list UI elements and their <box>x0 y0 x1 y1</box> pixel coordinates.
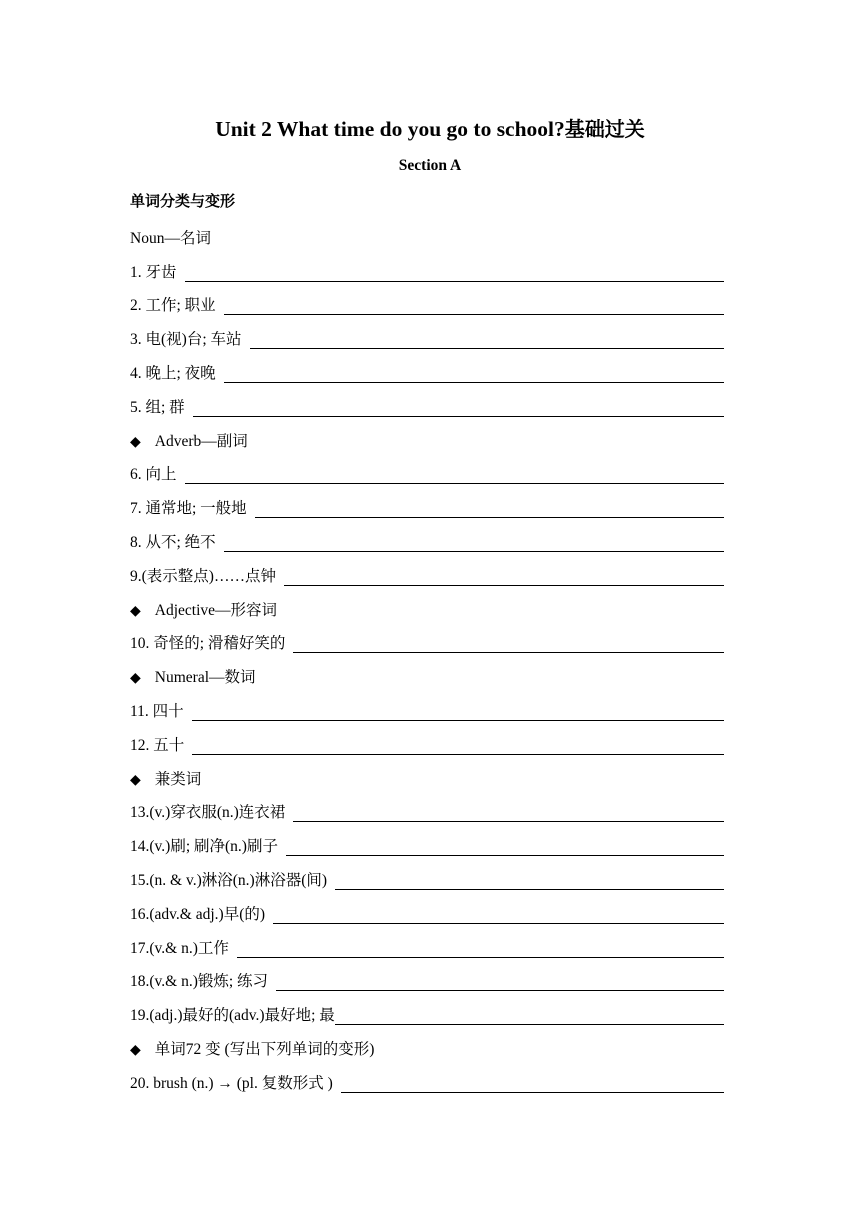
category-label: Numeral—数词 <box>154 669 256 687</box>
category-label: 兼类词 <box>154 770 202 788</box>
exercise-prompt: 13.(v.)穿衣服(n.)连衣裙 <box>130 804 286 822</box>
exercise-item <box>130 554 724 588</box>
exercise-item <box>130 250 724 284</box>
answer-blank[interactable] <box>286 854 724 856</box>
answer-blank[interactable] <box>335 888 724 890</box>
title-english: Unit 2 What time do you go to school? <box>215 117 565 141</box>
exercise-prompt: 17.(v.& n.)工作 <box>130 939 229 957</box>
category-label: 单词72 变 (写出下列单词的变形) <box>154 1040 375 1058</box>
answer-blank[interactable] <box>293 651 724 653</box>
category-label-wrap <box>130 767 201 791</box>
answer-blank[interactable] <box>255 516 724 518</box>
category-header <box>130 588 724 622</box>
exercise-prompt: 10. 奇怪的; 滑稽好笑的 <box>130 635 286 653</box>
exercise-prompt: 1. 牙齿 <box>130 263 177 281</box>
answer-blank[interactable] <box>224 313 724 315</box>
exercise-prompt: 3. 电(视)台; 车站 <box>130 331 242 349</box>
exercise-list <box>130 216 724 1095</box>
exercise-prompt: 16.(adv.& adj.)早(的) <box>130 905 266 923</box>
section-heading: 单词分类与变形 <box>130 192 236 210</box>
exercise-item <box>130 1061 724 1095</box>
exercise-prompt: 20. brush (n.) → (pl. 复数形式 ) <box>130 1074 333 1092</box>
exercise-prompt: 11. 四十 <box>130 702 184 720</box>
category-header <box>130 216 724 250</box>
exercise-prompt: 12. 五十 <box>130 736 185 754</box>
answer-blank[interactable] <box>273 922 724 924</box>
diamond-bullet-icon: ◆ <box>130 602 141 619</box>
exercise-prompt: 18.(v.& n.)锻炼; 练习 <box>130 973 269 991</box>
exercise-item <box>130 453 724 487</box>
title-chinese: 基础过关 <box>564 117 645 141</box>
category-label-wrap <box>130 665 256 689</box>
exercise-item <box>130 689 724 723</box>
exercise-prompt: 14.(v.)刷; 刷净(n.)刷子 <box>130 838 278 856</box>
page-title <box>0 113 860 142</box>
category-label: Adverb—副词 <box>154 432 248 450</box>
exercise-item <box>130 791 724 825</box>
exercise-item <box>130 960 724 994</box>
category-label: Adjective—形容词 <box>154 601 278 619</box>
exercise-prompt: 15.(n. & v.)淋浴(n.)淋浴器(间) <box>130 871 328 889</box>
exercise-item <box>130 824 724 858</box>
exercise-prompt: 5. 组; 群 <box>130 398 185 416</box>
answer-blank[interactable] <box>193 415 724 417</box>
diamond-bullet-icon: ◆ <box>130 771 141 788</box>
category-label-wrap <box>130 1037 374 1061</box>
category-header <box>130 757 724 791</box>
exercise-prompt: 8. 从不; 绝不 <box>130 533 216 551</box>
exercise-item <box>130 520 724 554</box>
category-header <box>130 1027 724 1061</box>
answer-blank[interactable] <box>284 584 724 586</box>
diamond-bullet-icon: ◆ <box>130 433 141 450</box>
exercise-item <box>130 993 724 1027</box>
category-header <box>130 419 724 453</box>
section-title: Section A <box>398 157 462 174</box>
exercise-prompt: 7. 通常地; 一般地 <box>130 500 247 518</box>
exercise-prompt: 19.(adj.)最好的(adv.)最好地; 最 <box>130 1007 335 1025</box>
category-label-wrap <box>130 598 277 622</box>
exercise-prompt: 6. 向上 <box>130 466 177 484</box>
exercise-prompt: 9.(表示整点)……点钟 <box>130 567 276 585</box>
exercise-item <box>130 284 724 318</box>
category-label: Noun—名词 <box>130 229 211 247</box>
exercise-prompt: 4. 晚上; 夜晚 <box>130 364 216 382</box>
exercise-item <box>130 723 724 757</box>
exercise-item <box>130 317 724 351</box>
exercise-item <box>130 926 724 960</box>
exercise-item <box>130 385 724 419</box>
diamond-bullet-icon: ◆ <box>130 1041 141 1058</box>
exercise-item <box>130 486 724 520</box>
answer-blank[interactable] <box>276 989 724 991</box>
exercise-item <box>130 892 724 926</box>
answer-blank[interactable] <box>185 482 724 484</box>
answer-blank[interactable] <box>335 1023 724 1025</box>
diamond-bullet-icon: ◆ <box>130 670 141 687</box>
answer-blank[interactable] <box>185 280 724 282</box>
exercise-item <box>130 351 724 385</box>
category-header <box>130 655 724 689</box>
exercise-item <box>130 858 724 892</box>
exercise-item <box>130 622 724 656</box>
answer-blank[interactable] <box>237 956 724 958</box>
answer-blank[interactable] <box>224 550 724 552</box>
answer-blank[interactable] <box>224 381 724 383</box>
answer-blank[interactable] <box>192 753 724 755</box>
category-label-wrap <box>130 429 248 453</box>
answer-blank[interactable] <box>341 1091 724 1093</box>
answer-blank[interactable] <box>250 347 724 349</box>
exercise-prompt: 2. 工作; 职业 <box>130 297 216 315</box>
answer-blank[interactable] <box>293 820 724 822</box>
answer-blank[interactable] <box>192 719 724 721</box>
